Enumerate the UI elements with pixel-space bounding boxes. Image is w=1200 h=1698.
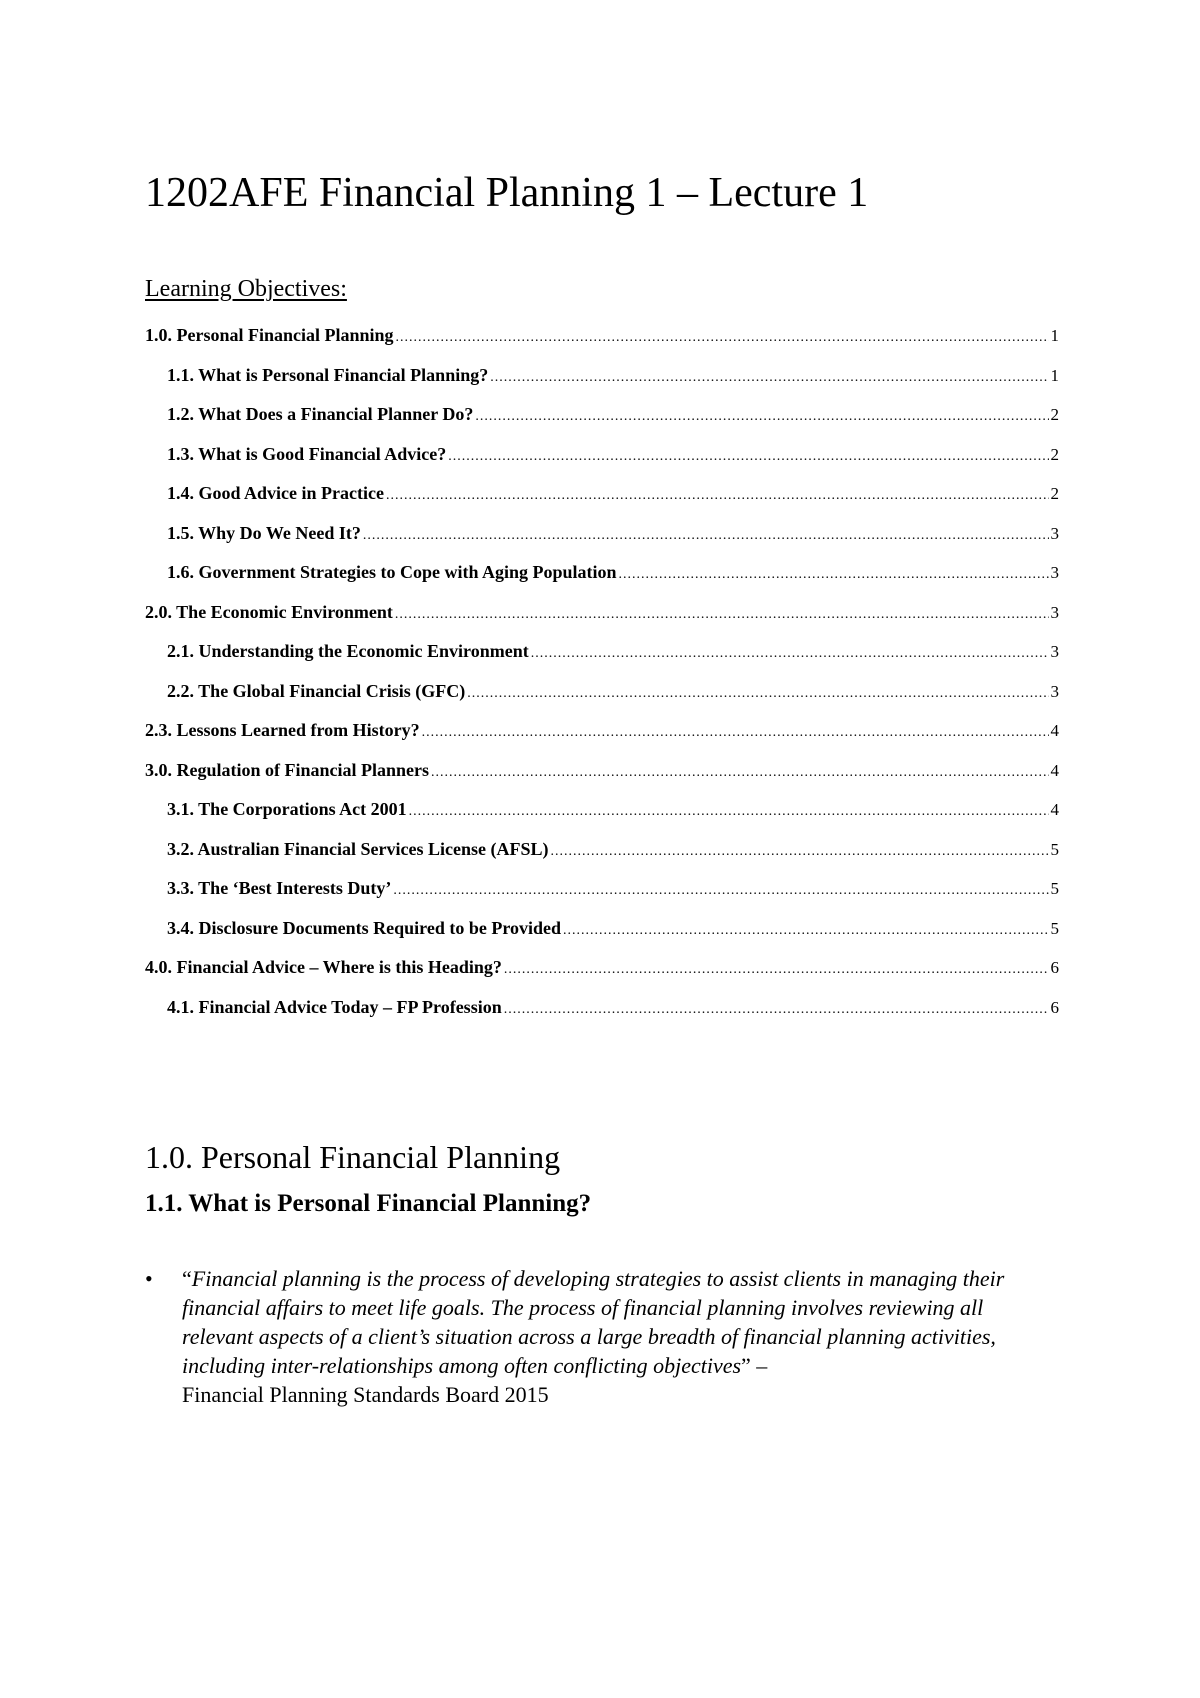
section-heading: 1.0. Personal Financial Planning: [145, 1139, 561, 1175]
toc-entry-4-0[interactable]: [145, 956, 1059, 996]
quote-attribution: Financial Planning Standards Board 2015: [182, 1382, 549, 1407]
toc-entry-label[interactable]: 3.3. The ‘Best Interests Duty’: [167, 878, 392, 898]
toc-entry-2-2[interactable]: [145, 680, 1059, 720]
table-of-contents: [145, 324, 1059, 1035]
toc-entry-label[interactable]: 1.3. What is Good Financial Advice?: [167, 443, 447, 464]
toc-entry-label[interactable]: 3.0. Regulation of Financial Planners: [145, 759, 430, 780]
toc-heading: Learning Objectives:: [145, 276, 347, 302]
toc-entry-label[interactable]: 1.1. What is Personal Financial Planning?: [167, 364, 489, 385]
toc-page-number: 5: [1050, 839, 1059, 859]
toc-entry-label[interactable]: 2.3. Lessons Learned from History?: [145, 720, 420, 740]
toc-dot-leader: [396, 327, 1049, 349]
toc-entry-label[interactable]: 2.1. Understanding the Economic Environment: [167, 641, 529, 661]
toc-entry-3-1[interactable]: [145, 798, 1059, 838]
toc-entry-3-0[interactable]: [145, 759, 1059, 799]
quote-list-item: [145, 1264, 1045, 1409]
toc-entry-1-3[interactable]: [145, 443, 1059, 483]
toc-entry-1-5[interactable]: [145, 522, 1059, 562]
toc-entry-1-2[interactable]: [145, 403, 1059, 443]
toc-page-number: 1: [1050, 326, 1059, 345]
toc-entry-label[interactable]: 3.1. The Corporations Act 2001: [167, 799, 407, 819]
toc-dot-leader: [448, 446, 1048, 468]
toc-page-number: 2: [1050, 405, 1059, 424]
toc-entry-2-1[interactable]: [145, 640, 1059, 680]
toc-entry-label[interactable]: 3.2. Australian Financial Services License (AFSL): [167, 838, 549, 859]
toc-entry-label[interactable]: 4.1. Financial Advice Today – FP Profession: [167, 996, 502, 1017]
toc-dot-leader: [395, 604, 1049, 626]
toc-page-number: 6: [1050, 958, 1059, 977]
quote-paragraph: [182, 1264, 1045, 1409]
toc-page-number: 4: [1050, 760, 1059, 780]
toc-dot-leader: [409, 801, 1049, 823]
toc-entry-label[interactable]: 2.2. The Global Financial Crisis (GFC): [167, 680, 466, 701]
toc-entry-label[interactable]: 2.0. The Economic Environment: [145, 601, 393, 622]
toc-page-number: 3: [1050, 642, 1059, 661]
toc-page-number: 2: [1050, 484, 1059, 503]
toc-entry-3-2[interactable]: [145, 838, 1059, 878]
toc-dot-leader: [363, 525, 1049, 547]
bullet-icon: •: [145, 1266, 153, 1291]
quote-text: Financial planning is the process of developing strategies to assist clients in managing their financial affairs to meet life goals. The process of financial planning involves reviewing all relevant aspects of a client’s situation across a large breadth of financial planning activities, including inter-relationships among often conflicting objectives: [182, 1266, 1005, 1378]
toc-page-number: 5: [1050, 879, 1059, 898]
toc-dot-leader: [393, 880, 1048, 902]
toc-entry-1-1[interactable]: [145, 364, 1059, 404]
toc-dot-leader: [386, 485, 1049, 507]
toc-entry-label[interactable]: 1.6. Government Strategies to Cope with Aging Population: [167, 562, 617, 582]
toc-entry-label[interactable]: 4.0. Financial Advice – Where is this Heading?: [145, 957, 502, 977]
toc-entry-3-3[interactable]: [145, 877, 1059, 917]
toc-entry-2-0[interactable]: [145, 601, 1059, 641]
toc-entry-2-3[interactable]: [145, 719, 1059, 759]
toc-page-number: 6: [1050, 997, 1059, 1017]
toc-page-number: 2: [1050, 444, 1059, 464]
toc-page-number: 3: [1050, 602, 1059, 622]
toc-dot-leader: [467, 683, 1048, 705]
toc-dot-leader: [531, 643, 1049, 665]
toc-dot-leader: [563, 920, 1049, 942]
toc-dot-leader: [490, 367, 1048, 389]
toc-entry-label[interactable]: 1.2. What Does a Financial Planner Do?: [167, 404, 474, 424]
toc-entry-3-4[interactable]: [145, 917, 1059, 957]
toc-entry-1-0[interactable]: [145, 324, 1059, 364]
toc-page-number: 4: [1050, 721, 1059, 740]
toc-page-number: 5: [1050, 918, 1059, 938]
toc-dot-leader: [504, 959, 1049, 981]
toc-entry-label[interactable]: 1.5. Why Do We Need It?: [167, 522, 361, 543]
toc-page-number: 3: [1050, 563, 1059, 582]
toc-entry-1-4[interactable]: [145, 482, 1059, 522]
toc-page-number: 1: [1050, 365, 1059, 385]
subsection-heading: 1.1. What is Personal Financial Planning?: [145, 1190, 592, 1217]
toc-page-number: 4: [1050, 800, 1059, 819]
toc-page-number: 3: [1050, 681, 1059, 701]
document-title: 1202AFE Financial Planning 1 – Lecture 1: [145, 170, 869, 216]
open-quote-mark: “: [182, 1266, 192, 1291]
toc-entry-label[interactable]: 3.4. Disclosure Documents Required to be Provided: [167, 917, 561, 938]
toc-dot-leader: [551, 841, 1049, 863]
toc-dot-leader: [422, 722, 1049, 744]
toc-entry-label[interactable]: 1.4. Good Advice in Practice: [167, 483, 384, 503]
toc-page-number: 3: [1050, 523, 1059, 543]
close-quote-mark: ” –: [741, 1353, 768, 1378]
toc-dot-leader: [504, 999, 1049, 1021]
toc-dot-leader: [619, 564, 1049, 586]
toc-entry-1-6[interactable]: [145, 561, 1059, 601]
toc-dot-leader: [431, 762, 1048, 784]
toc-dot-leader: [475, 406, 1048, 428]
toc-entry-label[interactable]: 1.0. Personal Financial Planning: [145, 325, 394, 345]
toc-entry-4-1[interactable]: [145, 996, 1059, 1036]
